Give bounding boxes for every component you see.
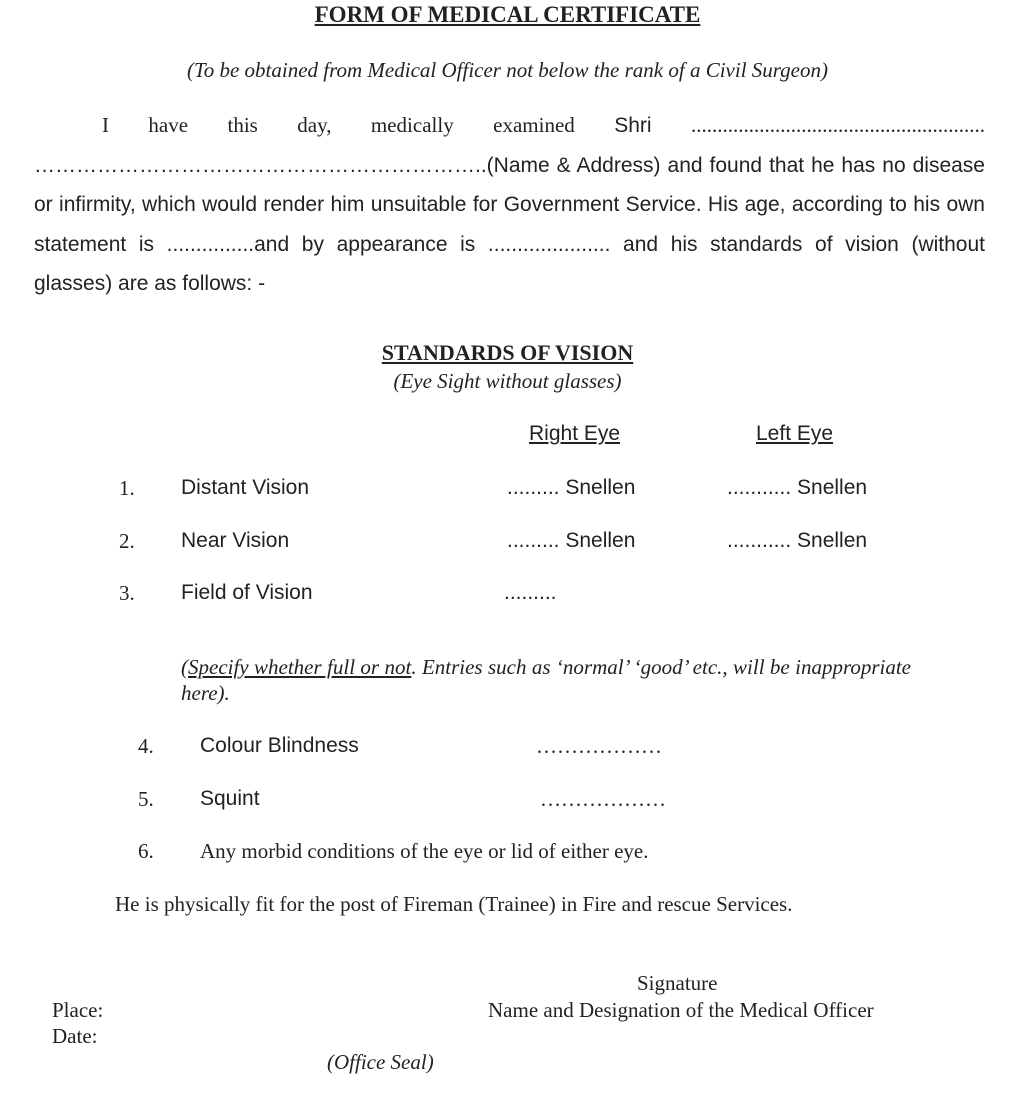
left-eye-value: ........... Snellen <box>727 476 868 499</box>
place-label: Place: <box>52 998 104 1022</box>
row-number: 3. <box>119 581 135 605</box>
left-eye-value: ........... Snellen <box>727 529 868 552</box>
signature-label: Signature <box>637 971 718 995</box>
right-eye-value: ......... Snellen <box>507 529 636 552</box>
word: Shri <box>614 114 652 137</box>
row-label: Squint <box>200 787 260 810</box>
word: medically <box>370 113 454 137</box>
word: day, <box>297 113 332 137</box>
word: have <box>148 113 189 137</box>
colour-blindness-value: ……………… <box>536 734 662 758</box>
row-label: Colour Blindness <box>200 734 359 757</box>
row-number: 1. <box>119 476 135 500</box>
certificate-paragraph <box>34 106 985 304</box>
word: I <box>102 113 109 137</box>
specify-note <box>181 654 911 706</box>
row-number: 6. <box>138 839 154 863</box>
right-eye-header: Right Eye <box>529 422 621 445</box>
vision-section-subtitle: (Eye Sight without glasses) <box>393 369 622 393</box>
squint-value: ……………… <box>540 787 666 811</box>
row-label: Distant Vision <box>181 476 310 499</box>
row-number: 2. <box>119 529 135 553</box>
right-eye-value: ......... Snellen <box>507 476 636 499</box>
designation-label: Name and Designation of the Medical Officer <box>488 998 874 1022</box>
left-eye-header: Left Eye <box>756 422 834 445</box>
word: examined <box>493 113 575 137</box>
paragraph-body: ………………………………………………………..(Name & Address) and found that he has no disease or infirmity, which would render him unsuitable for Government Service. His age, according to his own statement is ...............and by appearance is ..................... and his standards of vision (without glasses) are as follows: - <box>34 153 985 295</box>
paragraph-first-line <box>34 106 985 146</box>
field-of-vision-value: ......... <box>504 581 557 604</box>
office-seal-label: (Office Seal) <box>327 1050 434 1074</box>
note-rest: . Entries such as ‘normal’ ‘good’ etc., will be inappropriate here). <box>181 655 911 705</box>
vision-section-title: STANDARDS OF VISION <box>381 340 634 365</box>
row-label: Field of Vision <box>181 581 313 604</box>
row-number: 4. <box>138 734 154 758</box>
date-label: Date: <box>52 1024 98 1048</box>
page-subtitle: (To be obtained from Medical Officer not below the rank of a Civil Surgeon) <box>186 58 828 82</box>
row-number: 5. <box>138 787 154 811</box>
word: this <box>227 113 258 137</box>
fitness-statement: He is physically fit for the post of Fireman (Trainee) in Fire and rescue Services. <box>115 892 793 916</box>
row-label: Any morbid conditions of the eye or lid of either eye. <box>200 839 649 863</box>
name-blank: ........................................................ <box>690 113 985 137</box>
page-title: FORM OF MEDICAL CERTIFICATE <box>314 2 701 27</box>
row-label: Near Vision <box>181 529 290 552</box>
note-underlined: (Specify whether full or not <box>181 655 412 679</box>
